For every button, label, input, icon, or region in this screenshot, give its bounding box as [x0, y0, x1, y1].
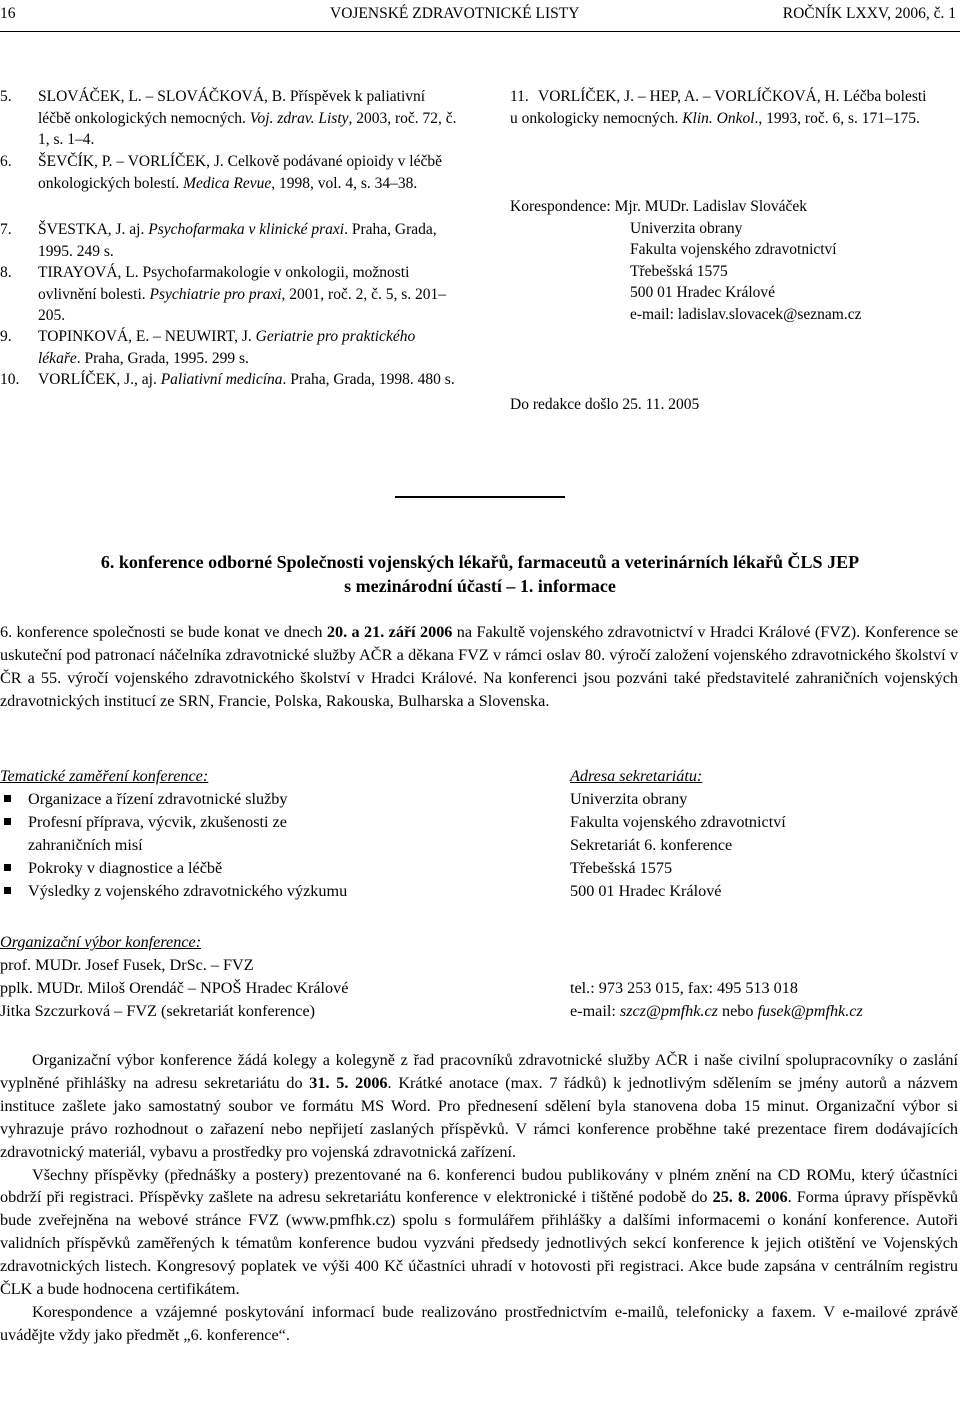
conference-title-line2: s mezinárodní účastí – 1. informace [344, 576, 616, 596]
secretariat-section [570, 765, 950, 902]
section-divider [395, 496, 565, 498]
volume-info: ROČNÍK LXXV, 2006, č. 1 [782, 5, 956, 22]
committee-member: prof. MUDr. Josef Fusek, DrSc. – FVZ [0, 955, 254, 974]
secretariat-line: Sekretariát 6. konference [570, 835, 733, 854]
committee-member: pplk. MUDr. Miloš Orendáč – NPOŠ Hradec Králové [0, 978, 349, 997]
contact-section [570, 977, 950, 1023]
email-link-1[interactable]: szcz@pmfhk.cz [619, 1001, 718, 1020]
reference-number: 11. [510, 88, 529, 105]
conference-title-line1: 6. konference odborné Společnosti vojenských lékařů, farmaceutů a veterinárních lékařů ČLS JEP [100, 552, 860, 572]
conference-intro: 6. konference společnosti se bude konat ve dnech 20. a 21. září 2006 na Fakultě vojenského zdravotnictví v Hradci Králové (FVZ). Konference se uskuteční pod patronací náčelníka zdravotnické služby AČR a děkana FVZ v rámci oslav 80. výročí založení vojenského zdravotnického školství v ČR a 55. výročí vojenského zdravotnického školství v Hradci Králové. Na konferenci jsou pozváni také představitelé zahraničních vojenských zdravotnických institucí ze SRN, Francie, Polska, Rakouska, Bulharska a Slovenska. [0, 623, 959, 710]
committee-section [0, 931, 560, 1023]
reference-6 [0, 151, 470, 217]
correspondence-line: Třebešská 1575 [630, 262, 728, 280]
header-divider [0, 31, 960, 32]
reference-9 [0, 326, 470, 370]
received-date: Do redakce došlo 25. 11. 2005 [510, 396, 700, 413]
topic-item: Výsledky z vojenského zdravotnického výzkumu [0, 880, 500, 903]
correspondence-line: Fakulta vojenského zdravotnictví [630, 241, 837, 259]
reference-number: 6. [0, 153, 12, 170]
correspondence-block [510, 196, 950, 326]
reference-text: VORLÍČEK, J., aj. Paliativní medicína. Praha, Grada, 1998. 480 s. [38, 371, 455, 388]
conference-title [0, 550, 960, 598]
paragraph-submission: Organizační výbor konference žádá kolegy a kolegyně z řad pracovníků zdravotnické služby AČR i naše civilní spolupracovníky o zaslání vyplněné přihlášky na adresu sekretariátu do 31. 5. 2006. Krátké anotace (max. 7 řádků) k jednotlivým sdělením se jmény autorů a názvem instituce zašlete jako samostatný soubor ve formátu MS Word. Pro přednesení sdělení byla stanovena doba 15 minut. Organizační výbor si vyhrazuje právo rozhodnout o zařazení nebo nepřijetí zaslaných příspěvků. V rámci konference proběhne také prezentace firem dodávajících zdravotnický materiál, vybavu a prostředky pro vojenská zdravotnická zařízení. [0, 1051, 959, 1161]
topics-label: Tematické zaměření konference: [0, 767, 209, 785]
reference-text: TOPINKOVÁ, E. – NEUWIRT, J. Geriatrie pro praktického lékaře. Praha, Grada, 1995. 299 s. [38, 328, 416, 367]
secretariat-label: Adresa sekretariátu: [570, 767, 703, 785]
reference-11 [510, 86, 930, 152]
reference-number: 10. [0, 371, 20, 388]
reference-7 [0, 219, 470, 263]
correspondence-line: Univerzita obrany [630, 219, 743, 237]
secretariat-line: Fakulta vojenského zdravotnictví [570, 812, 786, 831]
reference-text: TIRAYOVÁ, L. Psychofarmakologie v onkologii, možnosti ovlivnění bolesti. Psychiatrie pro praxi, 2001, roč. 2, č. 5, s. 201–205. [38, 264, 446, 325]
reference-10 [0, 369, 470, 413]
reference-text: VORLÍČEK, J. – HEP, A. – VORLÍČKOVÁ, H. Léčba bolesti u onkologicky nemocných. Klin. Onkol., 1993, roč. 6, s. 171–175. [510, 88, 927, 127]
page-number: 16 [0, 5, 16, 22]
correspondence-label: Korespondence: Mjr. MUDr. Ladislav Slováček [510, 198, 808, 215]
reference-number: 5. [0, 88, 12, 105]
topic-item: Organizace a řízení zdravotnické služby [0, 788, 500, 811]
topics-section [0, 765, 500, 902]
paragraph-correspondence: Korespondence a vzájemné poskytování informací bude realizováno prostřednictvím e-mailů, telefonicky a faxem. V e-mailové zprávě uvádějte vždy jako předmět „6. konference“. [0, 1302, 958, 1344]
reference-text: SLOVÁČEK, L. – SLOVÁČKOVÁ, B. Příspěvek k paliativní léčbě onkologických nemocných. Voj. zdrav. Listy, 2003, roč. 72, č. 1, s. 1–4. [38, 88, 457, 149]
committee-label: Organizační výbor konference: [0, 933, 202, 951]
reference-text: ŠVESTKA, J. aj. Psychofarmaka v klinické praxi. Praha, Grada, 1995. 249 s. [38, 221, 437, 260]
secretariat-line: Univerzita obrany [570, 789, 688, 808]
paragraph-publication: Všechny příspěvky (přednášky a postery) prezentované na 6. konferenci budou publikovány v plném znění na CD ROMu, který účastníci obdrží při registraci. Příspěvky zašlete na adresu sekretariátu konference v elektronické i tištěné podobě do 25. 8. 2006. Forma úpravy příspěvků bude zveřejněna na webové stránce FVZ (www.pmfhk.cz) spolu s formulářem přihlášky a dalšími informacemi o konání konference. Autoři validních příspěvků zaměřených k tématům konference budou vyzváni předsedy jednotlivých sekcí konference k jejich otištění ve Vojenských zdravotnických listech. Kongresový poplatek ve výši 400 Kč účastníci uhradí v hotovosti při registraci. Akce bude zapsána v centrálním registru ČLK a bude hodnocena certifikátem. [0, 1165, 959, 1299]
reference-5 [0, 86, 470, 149]
journal-title: VOJENSKÉ ZDRAVOTNICKÉ LISTY [330, 5, 580, 22]
committee-member: Jitka Szczurková – FVZ (sekretariát konference) [0, 1001, 316, 1020]
reference-number: 7. [0, 221, 12, 238]
secretariat-line: Třebešská 1575 [570, 858, 673, 877]
running-header [0, 0, 960, 34]
contact-email: e-mail: szcz@pmfhk.cz nebo fusek@pmfhk.cz [570, 1001, 863, 1020]
correspondence-line: 500 01 Hradec Králové [630, 284, 776, 302]
topic-item: Pokroky v diagnostice a léčbě [0, 857, 500, 880]
correspondence-email: e-mail: ladislav.slovacek@seznam.cz [630, 305, 862, 323]
reference-number: 9. [0, 328, 12, 345]
reference-text: ŠEVČÍK, P. – VORLÍČEK, J. Celkově podávané opioidy v léčbě onkologických bolestí. Medica Revue, 1998, vol. 4, s. 34–38. [38, 153, 442, 192]
secretariat-line: 500 01 Hradec Králové [570, 881, 722, 900]
phone-fax: tel.: 973 253 015, fax: 495 513 018 [570, 979, 798, 997]
conference-details [0, 1049, 958, 1347]
reference-8 [0, 262, 470, 328]
topic-item: Profesní příprava, výcvik, zkušenosti ze zahraničních misí [0, 811, 368, 857]
email-link-2[interactable]: fusek@pmfhk.cz [757, 1001, 863, 1020]
reference-number: 8. [0, 264, 12, 281]
